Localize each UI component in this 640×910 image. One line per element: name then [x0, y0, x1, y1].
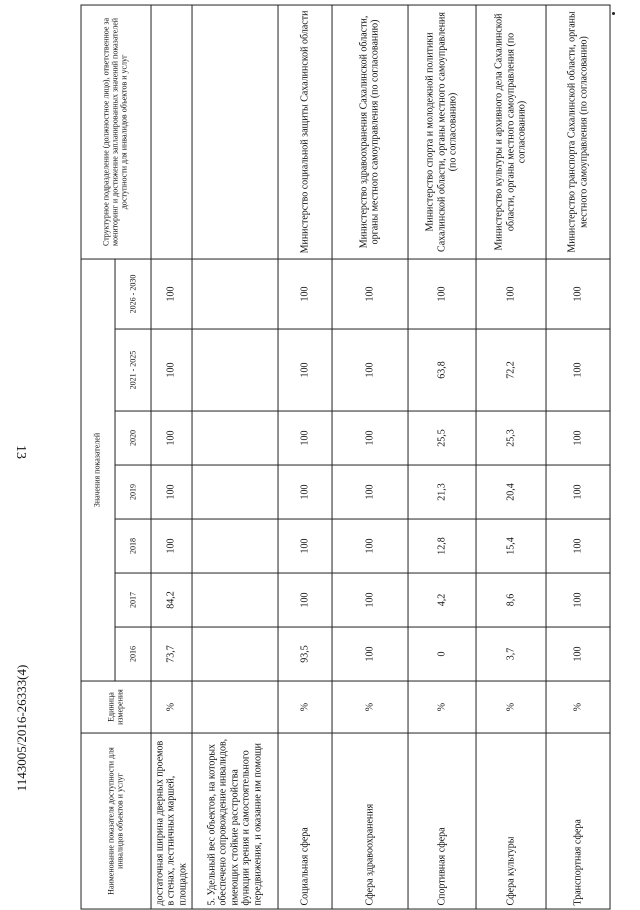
row-value: 100 — [332, 329, 408, 411]
header-year: 2021 - 2025 — [115, 329, 151, 411]
document-code: 1143005/2016-26333(4) — [14, 664, 29, 792]
row-value: 21,3 — [408, 465, 476, 519]
row-value — [192, 259, 279, 329]
header-year: 2019 — [115, 465, 151, 519]
row-value: 100 — [332, 259, 408, 329]
row-value: 20,4 — [476, 465, 546, 519]
row-value: 100 — [151, 329, 192, 411]
header-year: 2016 — [115, 627, 151, 681]
row-value — [192, 465, 279, 519]
row-value: 100 — [332, 465, 408, 519]
row-name: достаточная ширина дверных проемов в стенах, лестничных маршей, площадок — [151, 733, 192, 909]
row-value: 100 — [546, 519, 610, 573]
row-value: 3,7 — [476, 627, 546, 681]
header-year: 2017 — [115, 573, 151, 627]
header-unit: Единица измерения — [81, 681, 151, 733]
row-responsible — [151, 5, 192, 259]
row-value: 100 — [278, 465, 332, 519]
row-value: 25,3 — [476, 411, 546, 465]
indicator-table — [81, 4, 611, 909]
row-unit: % — [476, 681, 546, 733]
row-value: 93,5 — [278, 627, 332, 681]
row-value: 0 — [408, 627, 476, 681]
row-responsible: Министерство транспорта Сахалинской области, органы местного самоуправления (по согласованию) — [546, 5, 610, 259]
row-value: 100 — [278, 573, 332, 627]
row-value: 100 — [408, 259, 476, 329]
row-value: 25,5 — [408, 411, 476, 465]
row-unit: % — [278, 681, 332, 733]
row-value: 63,8 — [408, 329, 476, 411]
row-value: 100 — [278, 329, 332, 411]
row-value — [192, 573, 279, 627]
row-value: 84,2 — [151, 573, 192, 627]
indicator-table-wrapper — [55, 10, 590, 906]
row-value: 100 — [476, 259, 546, 329]
row-value: 100 — [546, 329, 610, 411]
row-responsible: Министерство культуры и архивного дела Сахалинской области, органы местного самоуправления (по согласованию) — [476, 5, 546, 259]
row-value: 100 — [151, 465, 192, 519]
row-value: 100 — [546, 573, 610, 627]
row-value: 100 — [546, 259, 610, 329]
row-value — [192, 519, 279, 573]
row-value: 15,4 — [476, 519, 546, 573]
table-row — [192, 5, 279, 909]
header-year: 2020 — [115, 411, 151, 465]
header-name: Наименование показателя доступности для инвалидов объектов и услуг — [81, 733, 151, 909]
row-value: 100 — [546, 411, 610, 465]
table-row — [476, 5, 546, 909]
header-responsible: Структурное подразделение (должностное лицо), ответственное за мониторинг и достижение запланированных значений показателей доступности для инвалидов объектов и услуг — [81, 5, 151, 259]
row-name: Транспортная сфера — [546, 733, 610, 909]
row-responsible — [192, 5, 279, 259]
header-year: 2026 - 2030 — [115, 259, 151, 329]
row-responsible: Министерство социальной защиты Сахалинской области — [278, 5, 332, 259]
row-value: 4,2 — [408, 573, 476, 627]
scan-dot — [612, 12, 615, 15]
row-unit: % — [546, 681, 610, 733]
row-value: 100 — [278, 411, 332, 465]
row-responsible: Министерство спорта и молодежной политики Сахалинской области, органы местного самоуправления (по согласованию) — [408, 5, 476, 259]
row-value: 100 — [278, 519, 332, 573]
row-unit: % — [408, 681, 476, 733]
row-name: Сфера культуры — [476, 733, 546, 909]
row-responsible: Министерство здравоохранения Сахалинской области, органы местного самоуправления (по согласованию) — [332, 5, 408, 259]
row-value: 100 — [546, 627, 610, 681]
row-value: 100 — [332, 627, 408, 681]
row-name: Спортивная сфера — [408, 733, 476, 909]
row-value: 100 — [151, 259, 192, 329]
table-row — [546, 5, 610, 909]
row-name: Социальная сфера — [278, 733, 332, 909]
row-value: 12,8 — [408, 519, 476, 573]
table-row — [408, 5, 476, 909]
row-unit — [192, 681, 279, 733]
row-value: 100 — [332, 519, 408, 573]
row-value: 100 — [546, 465, 610, 519]
row-value: 100 — [278, 259, 332, 329]
row-name: 5. Удельный вес объектов, на которых обеспечено сопровождение инвалидов, имеющих стойкие расстройства функции зрения и самостоятельного передвижения, и оказание им помощи — [192, 733, 279, 909]
table-row — [151, 5, 192, 909]
row-value: 100 — [332, 411, 408, 465]
row-value: 72,2 — [476, 329, 546, 411]
row-value: 100 — [151, 519, 192, 573]
table-row — [332, 5, 408, 909]
row-name: Сфера здравоохранения — [332, 733, 408, 909]
table-row — [278, 5, 332, 909]
row-value: 8,6 — [476, 573, 546, 627]
row-value — [192, 411, 279, 465]
row-unit: % — [151, 681, 192, 733]
row-value: 100 — [332, 573, 408, 627]
header-values: Значения показателей — [81, 259, 115, 681]
header-year: 2018 — [115, 519, 151, 573]
row-value — [192, 627, 279, 681]
row-value: 100 — [151, 411, 192, 465]
row-unit: % — [332, 681, 408, 733]
row-value: 73,7 — [151, 627, 192, 681]
row-value — [192, 329, 279, 411]
page-number: 13 — [13, 445, 28, 459]
